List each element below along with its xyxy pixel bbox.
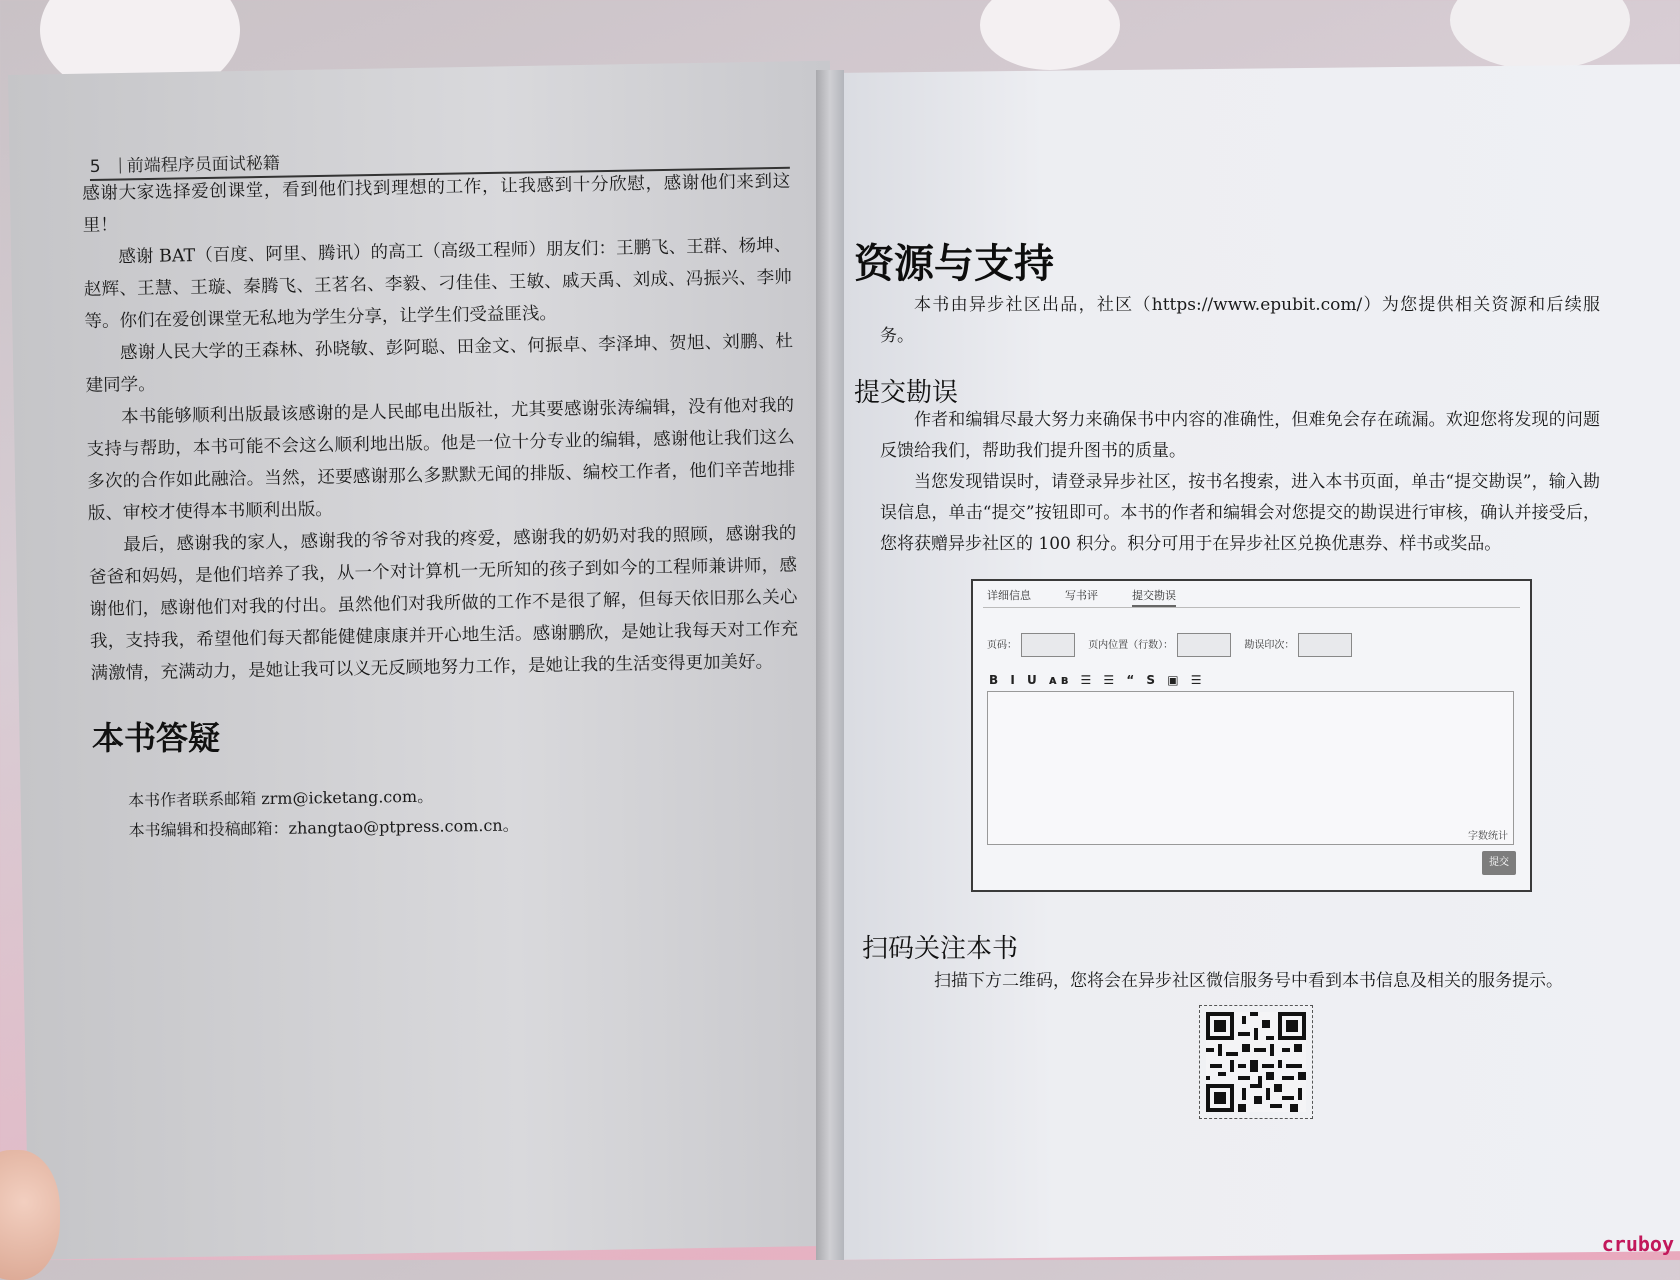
section-title-qa: 本书答疑 bbox=[92, 719, 221, 757]
background-pattern bbox=[1450, 0, 1630, 70]
book-spine bbox=[816, 70, 844, 1260]
form-fields bbox=[987, 633, 1362, 657]
tab-review: 写书评 bbox=[1065, 589, 1098, 602]
contact-list bbox=[128, 781, 519, 846]
paragraph: 作者和编辑尽最大努力来确保书中内容的准确性，但难免会存在疏漏。欢迎您将发现的问题反馈给我们，帮助我们提升图书的质量。 bbox=[880, 410, 1600, 461]
section-title-errata: 提交勘误 bbox=[854, 378, 959, 408]
editor-email: 本书编辑和投稿邮箱：zhangtao@ptpress.com.cn。 bbox=[128, 815, 519, 840]
page-field bbox=[1021, 633, 1075, 657]
intro-text bbox=[880, 290, 1600, 352]
edition-field bbox=[1298, 633, 1352, 657]
author-email: 本书作者联系邮箱 zrm@icketang.com。 bbox=[128, 786, 434, 810]
editor-toolbar: B I U ᴀʙ ☰ ☰ “ S ▣ ☰ bbox=[989, 673, 1206, 687]
qr-code bbox=[1199, 1005, 1313, 1119]
errata-form-screenshot bbox=[971, 579, 1532, 892]
section-title-qr: 扫码关注本书 bbox=[862, 934, 1019, 964]
paragraph: 感谢 BAT（百度、阿里、腾讯）的高工（高级工程师）朋友们：王鹏飞、王群、杨坤、赵辉、王慧、王璇、秦腾飞、王茗名、李毅、刁佳佳、王敏、戚天禹、刘成、冯振兴、李帅等。你们在爱创课堂无私地为学生分享，让学生们受益匪浅。 bbox=[83, 235, 793, 332]
book-title: 前端程序员面试秘籍 bbox=[126, 153, 280, 177]
tab-details: 详细信息 bbox=[987, 589, 1031, 602]
tab-errata: 提交勘误 bbox=[1132, 587, 1176, 607]
acknowledgements bbox=[82, 166, 799, 690]
form-tabs bbox=[987, 587, 1210, 607]
edition-field-label: 勘误印次： bbox=[1244, 640, 1295, 651]
qr-code-icon bbox=[1206, 1012, 1306, 1112]
qr-text bbox=[900, 966, 1600, 997]
paragraph: 当您发现错误时，请登录异步社区，按书名搜索，进入本书页面，单击“提交勘误”，输入勘误信息，单击“提交”按钮即可。本书的作者和编辑会对您提交的勘误进行审核，确认并接受后，您将获赠异步社区的 100 积分。积分可用于在异步社区兑换优惠券、样书或奖品。 bbox=[880, 472, 1600, 554]
editor-area bbox=[987, 691, 1514, 845]
paragraph: 本书由异步社区出品，社区（https://www.epubit.com/）为您提供相关资源和后续服务。 bbox=[880, 295, 1600, 346]
paragraph: 扫描下方二维码，您将会在异步社区微信服务号中看到本书信息及相关的服务提示。 bbox=[934, 971, 1563, 991]
page-field-label: 页码： bbox=[987, 640, 1017, 651]
paragraph: 最后，感谢我的家人，感谢我的爷爷对我的疼爱，感谢我的奶奶对我的照顾，感谢我的爸爸和妈妈，是他们培养了我，从一个对计算机一无所知的孩子到如今的工程师兼讲师，感谢他们，感谢他们对我的付出。虽然他们对我所做的工作不是很了解，但每天依旧那么关心我，支持我，希望他们每天都能健健康康并开心地生活。感谢鹏欣，是她让我每天对工作充满激情，充满动力，是她让我可以义无反顾地努力工作，是她让我的生活变得更加美好。 bbox=[88, 523, 799, 684]
position-field bbox=[1177, 633, 1231, 657]
watermark: cruboy bbox=[1601, 1232, 1674, 1256]
background-pattern bbox=[980, 0, 1120, 70]
position-field-label: 页内位置（行数）： bbox=[1088, 640, 1174, 651]
page-number: 5 bbox=[89, 156, 101, 178]
page-title: 资源与支持 bbox=[854, 241, 1054, 287]
submit-button: 提交 bbox=[1482, 851, 1516, 875]
paragraph: 感谢人民大学的王森林、孙晓敏、彭阿聪、田金文、何振卓、李泽坤、贺旭、刘鹏、杜建同学。 bbox=[85, 331, 794, 396]
word-count: 字数统计 bbox=[1468, 831, 1508, 842]
errata-text bbox=[880, 405, 1600, 560]
paragraph: 感谢大家选择爱创课堂，看到他们找到理想的工作，让我感到十分欣慰，感谢他们来到这里！ bbox=[82, 171, 791, 236]
paragraph: 本书能够顺利出版最该感谢的是人民邮电出版社，尤其要感谢张涛编辑，没有他对我的支持与帮助，本书可能不会这么顺利地出版。他是一位十分专业的编辑，感谢他让我们这么多次的合作如此融洽。当然，还要感谢那么多默默无闻的排版、编校工作者，他们辛苦地排版、审校才使得本书顺利出版。 bbox=[86, 395, 796, 524]
